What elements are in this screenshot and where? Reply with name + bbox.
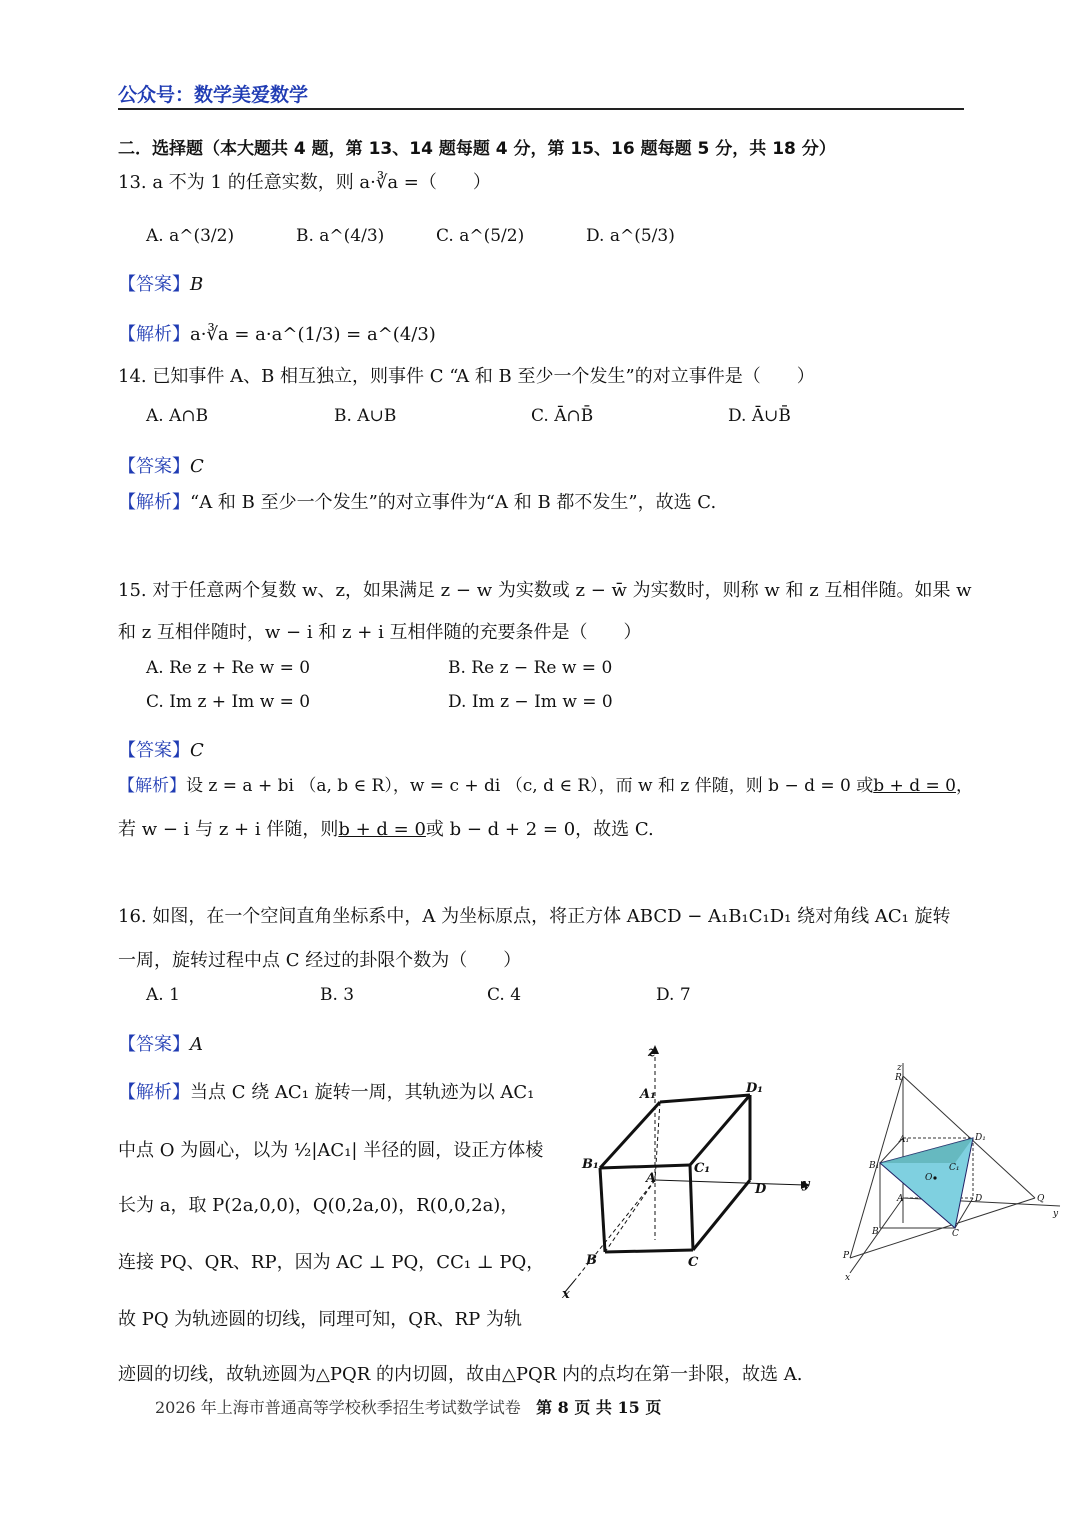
q14-option-c: C. Ā∩B̄ — [531, 406, 594, 426]
analysis-tag: 【解析】 — [118, 776, 186, 796]
label-b1: B₁ — [869, 1161, 880, 1171]
label-b: B — [872, 1227, 879, 1237]
q16-option-b: B. 3 — [320, 985, 355, 1005]
label-d1: D₁ — [746, 1081, 763, 1096]
label-c1: C₁ — [694, 1161, 711, 1176]
label-d: D — [755, 1182, 767, 1197]
label-c: C — [688, 1255, 699, 1270]
analysis-text: 设 z = a + bi （a, b ∈ R），w = c + di （c, d ∈ R），而 w 和 z 伴随，则 b − d = 0 或 — [186, 776, 874, 796]
label-c1: C₁ — [949, 1163, 960, 1173]
label-y: y — [1053, 1209, 1059, 1219]
q16-option-c: C. 4 — [487, 985, 522, 1005]
analysis-text: “A 和 B 至少一个发生”的对立事件为“A 和 B 都不发生”，故选 C. — [190, 492, 717, 513]
q15-answer — [118, 736, 204, 762]
q13-option-c: C. a^(5/2) — [436, 226, 525, 246]
footer — [155, 1395, 661, 1418]
q13-option-b: B. a^(4/3) — [296, 226, 385, 246]
label-d: D — [975, 1194, 983, 1204]
q15-stem-line1: 15. 对于任意两个复数 w、z，如果满足 z − w 为实数或 z − w̄ 为实数时，则称 w 和 z 互相伴随。如果 w — [118, 580, 972, 601]
q15-option-b: B. Re z − Re w = 0 — [448, 658, 613, 678]
q14-answer — [118, 452, 204, 478]
q15-option-c: C. Im z + Im w = 0 — [146, 692, 311, 712]
label-d1: D₁ — [975, 1133, 986, 1143]
label-p: P — [843, 1251, 850, 1261]
analysis-tag: 【解析】 — [118, 492, 190, 513]
q16-analysis-line4: 连接 PQ、QR、RP，因为 AC ⊥ PQ，CC₁ ⊥ PQ， — [118, 1252, 545, 1273]
q15-stem-line2: 和 z 互相伴随时，w − i 和 z + i 互相伴随的充要条件是（ ） — [118, 622, 642, 643]
label-b1: B₁ — [582, 1157, 599, 1172]
label-a: A — [897, 1194, 904, 1204]
label-x: x — [562, 1287, 570, 1302]
footer-title: 2026 年上海市普通高等学校秋季招生考试数学试卷 — [155, 1398, 521, 1417]
label-a1: A₁ — [640, 1087, 656, 1102]
analysis-underlined: b + d = 0 — [873, 776, 956, 796]
q16-stem-line2: 一周，旋转过程中点 C 经过的卦限个数为（ ） — [118, 950, 522, 971]
analysis-tag: 【解析】 — [118, 324, 190, 345]
q14-analysis — [118, 488, 716, 514]
q16-option-d: D. 7 — [656, 985, 691, 1005]
answer-value: C — [190, 456, 204, 477]
q14-stem: 14. 已知事件 A、B 相互独立，则事件 C “A 和 B 至少一个发生”的对立事件是（ ） — [118, 366, 815, 387]
analysis-text: ， — [955, 776, 973, 796]
label-b: B — [586, 1253, 597, 1268]
answer-tag: 【答案】 — [118, 274, 190, 295]
q15-analysis-line1 — [118, 771, 973, 796]
answer-tag: 【答案】 — [118, 1034, 190, 1055]
label-x: x — [845, 1273, 851, 1283]
q14-option-b: B. A∪B — [334, 406, 397, 426]
triangle-pqr-figure — [835, 1058, 1065, 1288]
label-q: Q — [1037, 1194, 1045, 1204]
q14-option-d: D. Ā∪B̄ — [728, 406, 791, 426]
answer-tag: 【答案】 — [118, 456, 190, 477]
label-r: R — [895, 1073, 902, 1083]
q13-analysis — [118, 320, 436, 346]
label-z: z — [648, 1045, 656, 1060]
header-title: 公众号：数学美爱数学 — [118, 84, 309, 106]
q16-analysis-line2: 中点 O 为圆心，以为 ½|AC₁| 半径的圆，设正方体棱 — [118, 1140, 544, 1161]
header-rule — [118, 108, 964, 110]
analysis-underlined: b + d = 0 — [338, 819, 426, 840]
q16-analysis-line3: 长为 a，取 P(2a,0,0)，Q(0,2a,0)，R(0,0,2a)， — [118, 1195, 519, 1216]
label-y: y — [802, 1177, 810, 1192]
analysis-text: 当点 C 绕 AC₁ 旋转一周，其轨迹为以 AC₁ — [190, 1082, 535, 1103]
analysis-text: a·∛a = a·a^(1/3) = a^(4/3) — [190, 324, 436, 345]
analysis-tag: 【解析】 — [118, 1082, 190, 1103]
label-a: A — [646, 1171, 657, 1186]
q14-option-a: A. A∩B — [146, 406, 209, 426]
center-point — [933, 1176, 936, 1179]
page-number: 第 8 页 共 15 页 — [536, 1398, 662, 1417]
q13-answer — [118, 270, 203, 296]
label-c: C — [952, 1229, 959, 1239]
q13-option-a: A. a^(3/2) — [146, 226, 235, 246]
label-a1: A₁ — [899, 1135, 910, 1145]
q13-stem: 13. a 不为 1 的任意实数，则 a·∛a =（ ） — [118, 172, 491, 193]
answer-tag: 【答案】 — [118, 740, 190, 761]
label-z: z — [897, 1063, 902, 1073]
answer-value: A — [190, 1034, 203, 1055]
q16-option-a: A. 1 — [146, 985, 180, 1005]
analysis-text: 若 w − i 与 z + i 伴随，则 — [118, 819, 339, 840]
q16-answer — [118, 1030, 203, 1056]
cube-axes-figure — [560, 1040, 830, 1310]
answer-value: C — [190, 740, 204, 761]
q15-analysis-line2 — [118, 815, 654, 841]
q16-analysis-line1 — [118, 1078, 534, 1104]
analysis-text: 或 b − d + 2 = 0，故选 C. — [425, 819, 654, 840]
q15-option-d: D. Im z − Im w = 0 — [448, 692, 613, 712]
q16-analysis-last: 迹圆的切线，故轨迹圆为△PQR 的内切圆，故由△PQR 内的点均在第一卦限，故选 A. — [118, 1364, 803, 1385]
q15-option-a: A. Re z + Re w = 0 — [146, 658, 311, 678]
q16-analysis-line5: 故 PQ 为轨迹圆的切线，同理可知，QR、RP 为轨 — [118, 1309, 523, 1330]
q16-stem-line1: 16. 如图，在一个空间直角坐标系中，A 为坐标原点，将正方体 ABCD − A₁B₁C₁D₁ 绕对角线 AC₁ 旋转 — [118, 906, 951, 927]
label-o: O — [925, 1173, 933, 1183]
section-title: 二．选择题（本大题共 4 题，第 13、14 题每题 4 分，第 15、16 题每题 5 分，共 18 分） — [118, 139, 836, 159]
q13-option-d: D. a^(5/3) — [586, 226, 675, 246]
answer-value: B — [190, 274, 204, 295]
